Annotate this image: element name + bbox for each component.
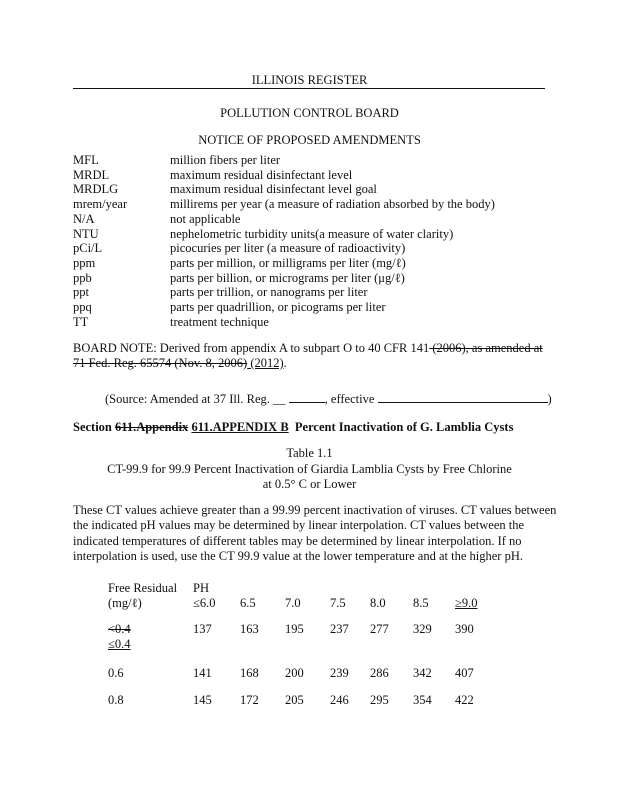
table-cell: 329 [413, 622, 432, 636]
ph-value-header: ≤6.0 [193, 596, 216, 610]
table-number: Table 1.1 [286, 446, 333, 460]
paragraph-line: indicated temperatures of different tables may be determined by linear interpolation. If no [73, 534, 522, 548]
ph-value-header: 6.5 [240, 596, 256, 610]
abbreviation-term: ppt [73, 285, 89, 300]
table-title-line2: at 0.5° C or Lower [262, 477, 357, 491]
ph-value-header: ≥9.0 [455, 596, 478, 610]
blank-issue [289, 391, 325, 403]
abbreviation-definition: treatment technique [170, 314, 269, 329]
struck-text: (2006), as amended at [429, 341, 543, 355]
abbreviation-definition: maximum residual disinfectant level [170, 167, 353, 182]
source-mid: , effective [324, 392, 378, 406]
source-prefix: (Source: Amended at 37 Ill. Reg. [105, 392, 274, 406]
abbreviation-term: ppm [73, 255, 96, 270]
table-cell: 390 [455, 622, 474, 636]
table-cell: 407 [455, 666, 474, 680]
row-label: 0.8 [108, 693, 124, 707]
table-cell: 237 [330, 622, 349, 636]
abbreviation-definition: parts per billion, or micrograms per liter (μg/ℓ) [170, 270, 405, 285]
table-cell: 195 [285, 622, 304, 636]
struck-text: 71 Fed. Reg. 65574 (Nov. 8, 2006) [73, 356, 248, 370]
abbreviation-term: MRDL [73, 167, 110, 182]
register-header: ILLINOIS REGISTER [251, 73, 368, 87]
table-cell: 205 [285, 693, 304, 707]
abbreviation-term: ppb [73, 270, 92, 285]
table-cell: 246 [330, 693, 349, 707]
table-cell: 141 [193, 666, 212, 680]
row-label-inserted [108, 637, 131, 651]
table-cell: 137 [193, 622, 212, 636]
row-label: 0.6 [108, 666, 124, 680]
abbreviation-definition: not applicable [170, 211, 241, 226]
blank-short: __ [273, 392, 286, 406]
section-prefix: Section [73, 420, 116, 434]
abbreviation-term: MFL [73, 153, 99, 167]
abbreviation-term: mrem/year [73, 197, 128, 212]
paragraph-line: interpolation is used, use the CT 99.9 value at the lower temperature and at the higher pH. [73, 549, 523, 563]
col-header-free-residual: Free Residual [108, 581, 178, 595]
paragraph-line: the indicated pH values may be determined by linear interpolation. CT values between the [73, 518, 525, 532]
board-note-line2 [73, 356, 287, 370]
table-cell: 168 [240, 666, 259, 680]
ph-value-header: 8.5 [413, 596, 429, 610]
header-rule-right [408, 88, 545, 89]
abbreviation-definition: millirems per year (a measure of radiation absorbed by the body) [170, 197, 495, 212]
ph-value-header: 7.5 [330, 596, 346, 610]
blank-effective [378, 391, 548, 403]
inserted-text: 611.APPENDIX B [191, 420, 289, 434]
col-header-units: (mg/ℓ) [108, 596, 142, 610]
struck-text: <0.4 [108, 622, 131, 636]
table-cell: 163 [240, 622, 259, 636]
board-title: POLLUTION CONTROL BOARD [220, 106, 399, 120]
abbreviation-definition: parts per quadrillion, or picograms per liter [170, 300, 386, 314]
table-cell: 342 [413, 666, 432, 680]
inserted-text: ≤0.4 [108, 637, 131, 651]
section-title: Percent Inactivation of G. Lamblia Cysts [288, 420, 514, 434]
board-note [73, 341, 543, 355]
abbreviation-term: NTU [73, 226, 99, 241]
abbreviation-definition: nephelometric turbidity units(a measure of water clarity) [170, 226, 454, 241]
abbreviation-definition: parts per trillion, or nanograms per liter [170, 285, 368, 300]
source-line [105, 391, 552, 406]
period: . [283, 356, 287, 370]
abbreviation-term: MRDLG [73, 182, 119, 197]
row-label-struck [108, 622, 131, 636]
abbreviation-term: TT [73, 314, 89, 329]
table-cell: 295 [370, 693, 389, 707]
table-cell: 354 [413, 693, 432, 707]
abbreviation-definition: million fibers per liter [170, 153, 281, 167]
table-cell: 277 [370, 622, 389, 636]
table-title-line1: CT-99.9 for 99.9 Percent Inactivation of Giardia Lamblia Cysts by Free Chlorine [107, 462, 512, 476]
header-rule [73, 88, 409, 89]
ph-value-header: 7.0 [285, 596, 301, 610]
notice-title: NOTICE OF PROPOSED AMENDMENTS [198, 133, 421, 147]
abbreviation-definition: parts per million, or milligrams per liter (mg/ℓ) [170, 255, 406, 270]
table-cell: 422 [455, 693, 474, 707]
board-note-text: BOARD NOTE: Derived from appendix A to subpart O to 40 CFR 141 [73, 341, 430, 355]
abbreviation-term: ppq [73, 300, 92, 314]
table-cell: 172 [240, 693, 259, 707]
table-cell: 200 [285, 666, 304, 680]
abbreviation-definition: maximum residual disinfectant level goal [170, 182, 377, 197]
table-cell: 239 [330, 666, 349, 680]
source-end: ) [547, 392, 552, 406]
inserted-text: (2012) [247, 356, 284, 370]
ph-value-header: 8.0 [370, 596, 386, 610]
ph-label: PH [193, 581, 209, 595]
abbreviation-term: N/A [73, 211, 95, 226]
section-heading [73, 420, 513, 434]
table-cell: 145 [193, 693, 212, 707]
abbreviation-term: pCi/L [73, 241, 103, 256]
table-cell: 286 [370, 666, 389, 680]
paragraph-line: These CT values achieve greater than a 99.99 percent inactivation of viruses. CT values between [73, 503, 557, 517]
abbreviation-definition: picocuries per liter (a measure of radioactivity) [170, 241, 406, 256]
struck-text: 611.Appendix [115, 420, 189, 434]
